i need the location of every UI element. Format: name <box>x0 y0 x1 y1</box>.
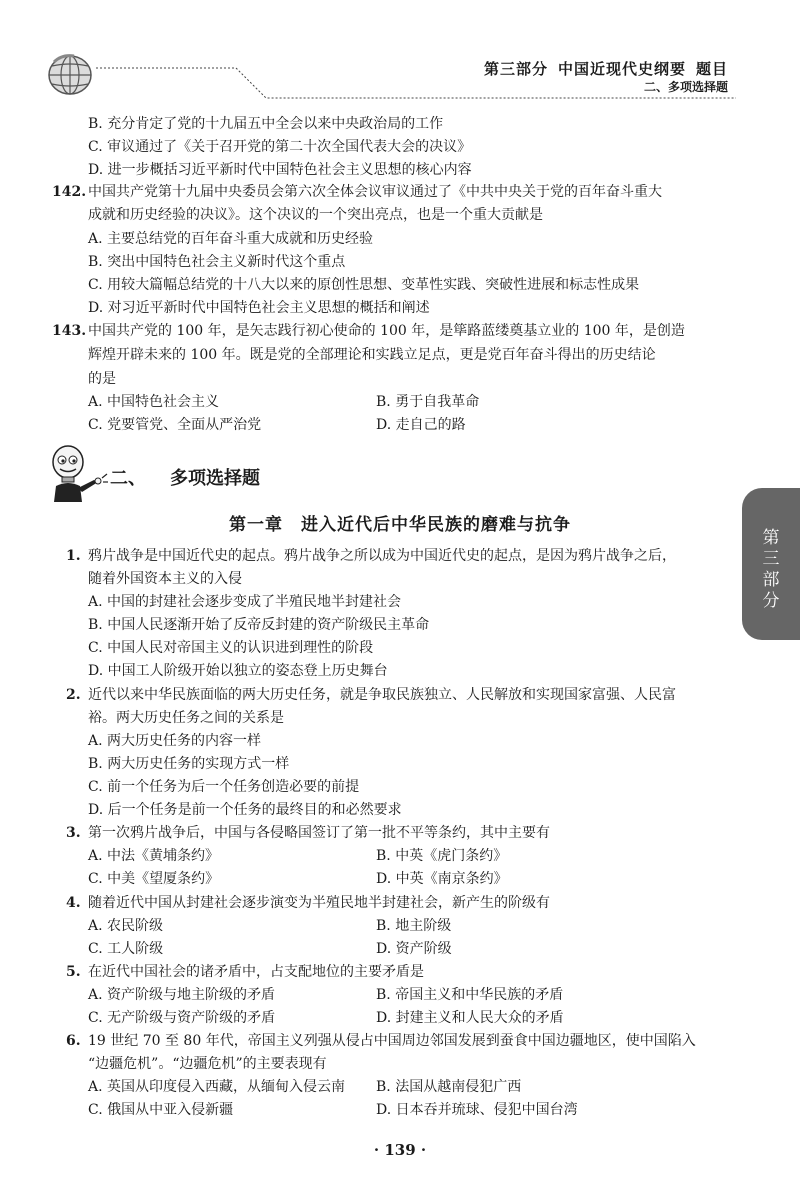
q142-option-a: A. 主要总结党的百年奋斗重大成就和历史经验 <box>88 231 374 247</box>
section-number: 二、 <box>110 468 146 489</box>
q1-line-2: 随着外国资本主义的入侵 <box>88 571 242 587</box>
q142-option-b: B. 突出中国特色社会主义新时代这个重点 <box>88 254 346 270</box>
q1-option-c: C. 中国人民对帝国主义的认识进到理性的阶段 <box>88 640 374 656</box>
header-part: 第三部分 <box>483 60 548 78</box>
q6-option-b: B. 法国从越南侵犯广西 <box>376 1079 522 1095</box>
q3-option-a: A. 中法《黄埔条约》 <box>88 848 220 864</box>
q5-line-1: 在近代中国社会的诸矛盾中，占支配地位的主要矛盾是 <box>88 964 424 980</box>
q142-line-2: 成就和历史经验的决议》。这个决议的一个突出亮点，也是一个重大贡献是 <box>88 207 543 223</box>
q4-option-c: C. 工人阶级 <box>88 941 164 957</box>
q6-option-d: D. 日本吞并琉球、侵犯中国台湾 <box>376 1102 578 1118</box>
chapter-number: 第一章 <box>229 515 283 535</box>
header-book: 中国近现代史纲要 <box>557 60 686 78</box>
q2-line-2: 裕。两大历史任务之间的关系是 <box>88 710 284 726</box>
globe-logo-icon <box>44 48 94 98</box>
q3-option-d: D. 中英《南京条约》 <box>376 871 508 887</box>
q5-option-c: C. 无产阶级与资产阶级的矛盾 <box>88 1010 276 1026</box>
header-section: 二、多项选择题 <box>643 80 728 94</box>
q143-option-d: D. 走自己的路 <box>376 417 466 433</box>
q1-number: 1. <box>66 548 81 564</box>
q2-line-1: 近代以来中华民族面临的两大历史任务，就是争取民族独立、人民解放和实现国家富强、人民富 <box>88 687 676 703</box>
q142-line-1: 中国共产党第十九届中央委员会第六次全体会议审议通过了《中共中央关于党的百年奋斗重大 <box>88 184 662 200</box>
q5-option-b: B. 帝国主义和中华民族的矛盾 <box>376 987 564 1003</box>
q2-option-d: D. 后一个任务是前一个任务的最终目的和必然要求 <box>88 802 402 818</box>
prev-option-b: B. 充分肯定了党的十九届五中全会以来中央政治局的工作 <box>88 116 444 132</box>
q6-line-2: “边疆危机”。“边疆危机”的主要表现有 <box>88 1056 327 1072</box>
q6-option-c: C. 俄国从中亚入侵新疆 <box>88 1102 234 1118</box>
section-title: 多项选择题 <box>170 468 260 489</box>
q2-option-b: B. 两大历史任务的实现方式一样 <box>88 756 290 772</box>
page-number: · 139 · <box>373 1141 427 1159</box>
chapter-heading <box>0 510 800 535</box>
q2-option-a: A. 两大历史任务的内容一样 <box>88 733 262 749</box>
q4-number: 4. <box>66 895 81 911</box>
q6-option-a: A. 英国从印度侵入西藏，从缅甸入侵云南 <box>88 1079 346 1095</box>
q5-option-a: A. 资产阶级与地主阶级的矛盾 <box>88 987 276 1003</box>
header-kind: 题目 <box>695 60 728 78</box>
header-title <box>474 58 728 79</box>
q142-option-c: C. 用较大篇幅总结党的十八大以来的原创性思想、变革性实践、突破性进展和标志性成果 <box>88 277 640 293</box>
prev-option-c: C. 审议通过了《关于召开党的第二十次全国代表大会的决议》 <box>88 139 472 155</box>
q3-option-c: C. 中美《望厦条约》 <box>88 871 220 887</box>
side-tab-label: 第三部分 <box>762 528 780 611</box>
q143-option-a: A. 中国特色社会主义 <box>88 394 220 410</box>
q4-option-d: D. 资产阶级 <box>376 941 452 957</box>
q1-option-a: A. 中国的封建社会逐步变成了半殖民地半封建社会 <box>88 594 402 610</box>
q4-option-b: B. 地主阶级 <box>376 918 452 934</box>
q2-number: 2. <box>66 687 81 703</box>
q143-number: 143. <box>52 323 87 339</box>
q6-number: 6. <box>66 1033 81 1049</box>
section-heading <box>110 464 260 490</box>
q143-line-1: 中国共产党的 100 年，是矢志践行初心使命的 100 年，是筚路蓝缕奠基立业的 100 年，是创造 <box>88 323 685 339</box>
q142-number: 142. <box>52 184 87 200</box>
q1-option-b: B. 中国人民逐渐开始了反帝反封建的资产阶级民主革命 <box>88 617 430 633</box>
q3-line-1: 第一次鸦片战争后，中国与各侵略国签订了第一批不平等条约，其中主要有 <box>88 825 550 841</box>
lightbulb-mascot-icon <box>48 444 108 502</box>
q143-line-2: 辉煌开辟未来的 100 年。既是党的全部理论和实践立足点，更是党百年奋斗得出的历史结论 <box>88 347 656 363</box>
q5-option-d: D. 封建主义和人民大众的矛盾 <box>376 1010 564 1026</box>
q4-line-1: 随着近代中国从封建社会逐步演变为半殖民地半封建社会，新产生的阶级有 <box>88 895 550 911</box>
chapter-title: 进入近代后中华民族的磨难与抗争 <box>301 515 571 535</box>
q2-option-c: C. 前一个任务为后一个任务创造必要的前提 <box>88 779 360 795</box>
q1-option-d: D. 中国工人阶级开始以独立的姿态登上历史舞台 <box>88 663 388 679</box>
q143-option-b: B. 勇于自我革命 <box>376 394 480 410</box>
q143-option-c: C. 党要管党、全面从严治党 <box>88 417 262 433</box>
q142-option-d: D. 对习近平新时代中国特色社会主义思想的概括和阐述 <box>88 300 430 316</box>
q143-line-3: 的是 <box>88 371 116 387</box>
q1-line-1: 鸦片战争是中国近代史的起点。鸦片战争之所以成为中国近代史的起点，是因为鸦片战争之后， <box>88 548 676 564</box>
q6-line-1: 19 世纪 70 至 80 年代，帝国主义列强从侵占中国周边邻国发展到蚕食中国边疆地区，使中国陷入 <box>88 1033 696 1049</box>
q5-number: 5. <box>66 964 81 980</box>
prev-option-d: D. 进一步概括习近平新时代中国特色社会主义思想的核心内容 <box>88 162 472 178</box>
q3-option-b: B. 中英《虎门条约》 <box>376 848 508 864</box>
q3-number: 3. <box>66 825 81 841</box>
q4-option-a: A. 农民阶级 <box>88 918 164 934</box>
